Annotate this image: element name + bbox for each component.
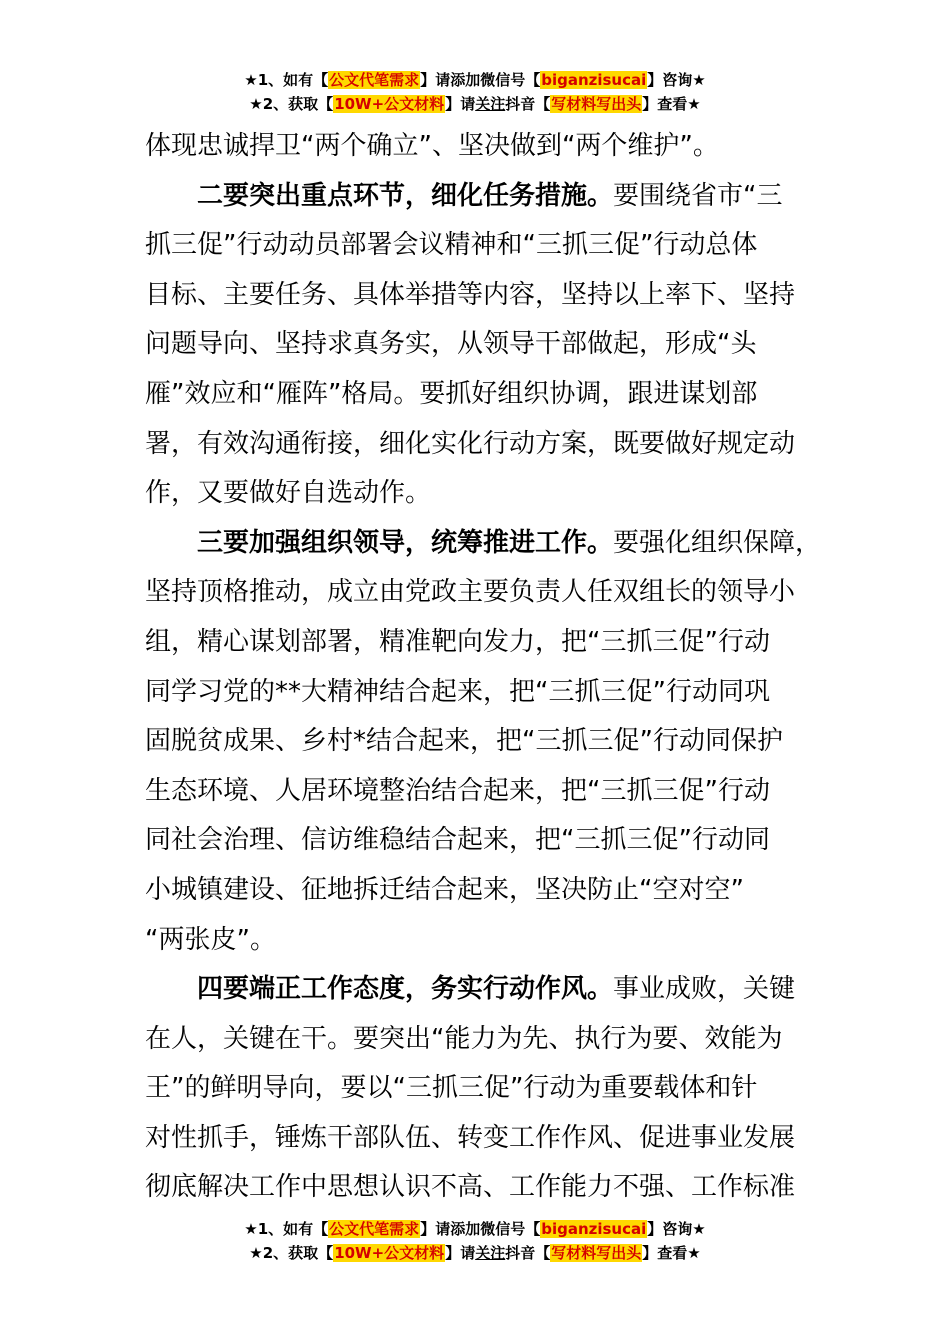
paragraph-2: [145, 172, 835, 519]
text-line: 生态环境、人居环境整治结合起来，把“三抓三促”行动: [145, 775, 770, 806]
text-line: 坚持顶格推动，成立由党政主要负责人任双组长的领导小: [145, 577, 796, 608]
text-line: 问题导向、坚持求真务实，从领导干部做起，形成“头: [145, 329, 757, 360]
banner-underlined-text: 关注: [475, 1244, 506, 1262]
banner-line-1: [0, 1217, 950, 1241]
text-line: 小城镇建设、征地拆迁结合起来，坚决防止“空对空”: [145, 874, 744, 905]
text-line: 组，精心谋划部署，精准靶向发力，把“三抓三促”行动: [145, 626, 770, 657]
banner-text: 】请添加微信号【: [420, 1220, 541, 1238]
paragraph-lead: 四要端正工作态度，务实行动作风。: [197, 974, 614, 1005]
text-line: 抓三促”行动动员部署会议精神和“三抓三促”行动总体: [145, 230, 758, 261]
paragraph-text: 事业成败，关键: [613, 974, 796, 1005]
text-line: 在人，关键在干。要突出“能力为先、执行为要、效能为: [145, 1023, 783, 1054]
text-line: 同社会治理、信访维稳结合起来，把“三抓三促”行动同: [145, 825, 770, 856]
text-line: [145, 172, 835, 222]
text-line: 作，又要做好自选动作。: [145, 478, 432, 509]
bottom-banner: [0, 1217, 950, 1265]
banner-line-2: [0, 92, 950, 116]
banner-text: 】咨询★: [647, 1220, 706, 1238]
text-line: 雁”效应和“雁阵”格局。要抓好组织协调，跟进谋划部: [145, 378, 758, 409]
banner-text: ★1、如有【: [244, 1220, 329, 1238]
banner-text: 】查看★: [642, 95, 701, 113]
text-line: 王”的鲜明导向，要以“三抓三促”行动为重要载体和针: [145, 1073, 758, 1104]
banner-highlight: 公文代笔需求: [329, 1220, 420, 1238]
text-line: 同学习党的**大精神结合起来，把“三抓三促”行动同巩: [145, 676, 770, 707]
paragraph-lead: 二要突出重点环节，细化任务措施。: [197, 180, 614, 211]
text-line: 彻底解决工作中思想认识不高、工作能力不强、工作标准: [145, 1172, 796, 1203]
banner-text: 】查看★: [642, 1244, 701, 1262]
banner-highlight: biganzisucai: [541, 1220, 647, 1238]
banner-text: 抖音【: [505, 95, 551, 113]
banner-text: ★1、如有【: [244, 71, 329, 89]
banner-text: 】请: [445, 1244, 476, 1262]
paragraph-3: [145, 519, 835, 965]
paragraph-4: [145, 965, 835, 1213]
banner-text: 】请: [445, 95, 476, 113]
text-line: 目标、主要任务、具体举措等内容，坚持以上率下、坚持: [145, 279, 796, 310]
banner-text: 】请添加微信号【: [420, 71, 541, 89]
banner-text: ★2、获取【: [249, 95, 334, 113]
banner-line-1: [0, 68, 950, 92]
banner-highlight: 10W+公文材料: [334, 1244, 445, 1262]
banner-highlight: 公文代笔需求: [329, 71, 420, 89]
text-line: [145, 965, 835, 1015]
text-line: 体现忠诚捍卫“两个确立”、坚决做到“两个维护”。: [145, 131, 719, 161]
text-line: 对性抓手，锤炼干部队伍、转变工作作风、促进事业发展: [145, 1122, 796, 1153]
paragraph-lead: 三要加强组织领导，统筹推进工作。: [197, 527, 614, 558]
text-line: 署，有效沟通衔接，细化实化行动方案，既要做好规定动: [145, 428, 796, 459]
banner-text: ★2、获取【: [249, 1244, 334, 1262]
banner-text: 抖音【: [505, 1244, 551, 1262]
paragraph-text: 要强化组织保障，: [613, 527, 822, 558]
paragraph-1: [145, 122, 835, 172]
banner-line-2: [0, 1241, 950, 1265]
text-line: “两张皮”。: [145, 924, 276, 955]
banner-underlined-text: 关注: [475, 95, 506, 113]
text-line: 固脱贫成果、乡村*结合起来，把“三抓三促”行动同保护: [145, 726, 783, 757]
banner-highlight: 写材料写出头: [551, 95, 642, 113]
document-body: [145, 122, 835, 1213]
banner-highlight: biganzisucai: [541, 71, 647, 89]
banner-text: 】咨询★: [647, 71, 706, 89]
paragraph-text: 要围绕省市“三: [613, 180, 783, 211]
text-line: [145, 519, 835, 569]
top-banner: [0, 68, 950, 116]
banner-highlight: 写材料写出头: [551, 1244, 642, 1262]
banner-highlight: 10W+公文材料: [334, 95, 445, 113]
